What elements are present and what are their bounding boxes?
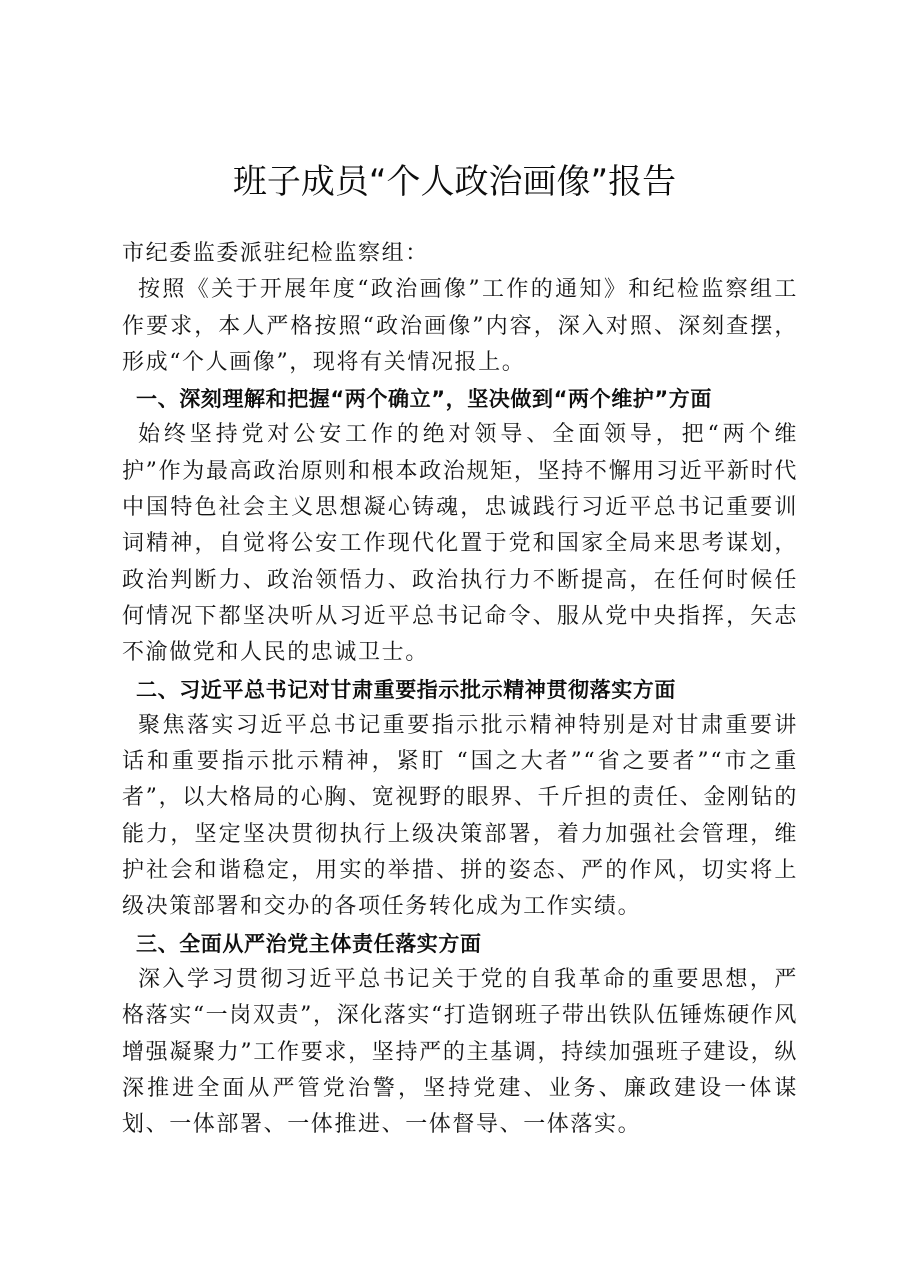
intro-paragraph: 按照《关于开展年度“政治画像”工作的通知》和纪检监察组工作要求，本人严格按照“政治画像”内容，深入对照、深刻查摆，形成“个人画像”，现将有关情况报上。 (122, 277, 798, 375)
section-body-2: 聚焦落实习近平总书记重要指示批示精神特别是对甘肃重要讲话和重要指示批示精神，紧盯 “国之大者”“省之要者”“市之重者”，以大格局的心胸、宽视野的眼界、千斤担的责任、金刚钻的能力，坚定坚决贯彻执行上级决策部署，着力加强社会管理，维护社会和谐稳定，用实的举措、拼的姿态、严的作风，切实将上级决策部署和交办的各项任务转化成为工作实绩。 (122, 712, 798, 920)
section-heading-1: 一、深刻理解和把握“两个确立”，坚决做到“两个维护”方面 (136, 387, 713, 412)
section-body-3: 深入学习贯彻习近平总书记关于党的自我革命的重要思想，严格落实“一岗双责”，深化落实“打造钢班子带出铁队伍锤炼硬作风增强凝聚力”工作要求，坚持严的主基调，持续加强班子建设，纵深推进全面从严管党治警，坚持党建、业务、廉政建设一体谋划、一体部署、一体推进、一体督导、一体落实。 (122, 966, 798, 1138)
document-title: 班子成员“个人政治画像”报告 (232, 162, 677, 202)
section-heading-3: 三、全面从严治党主体责任落实方面 (136, 931, 482, 956)
section-heading-2: 二、习近平总书记对甘肃重要指示批示精神贯彻落实方面 (136, 677, 676, 702)
section-body-1: 始终坚持党对公安工作的绝对领导、全面领导，把“两个维护”作为最高政治原则和根本政治规矩，坚持不懈用习近平新时代中国特色社会主义思想凝心铸魂，忠诚践行习近平总书记重要训词精神，自觉将公安工作现代化置于党和国家全局来思考谋划，政治判断力、政治领悟力、政治执行力不断提高，在任何时候任何情况下都坚决听从习近平总书记命令、服从党中央指挥，矢志不渝做党和人民的忠诚卫士。 (122, 422, 798, 666)
salutation: 市纪委监委派驻纪检监察组： (122, 241, 429, 266)
document-body (122, 236, 798, 1143)
